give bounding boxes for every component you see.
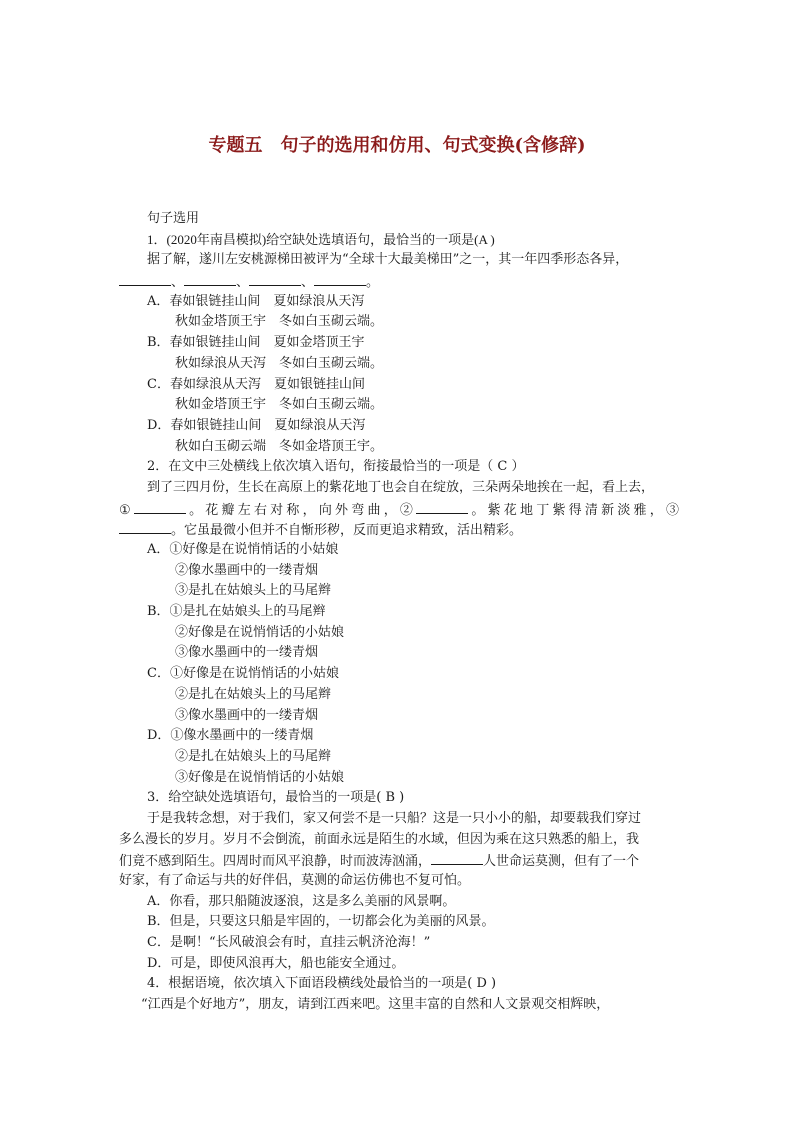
answer-blank [249, 271, 301, 286]
q2-option-a-line-2: ②像水墨画中的一缕青烟 [175, 562, 319, 578]
q2-passage-line-2: ① 。花瓣左右对称，向外弯曲，② 。紫花地丁紫得清新淡雅，③ [119, 499, 679, 520]
answer-blank [314, 271, 366, 286]
q2-passage-line-3: 。它虽最微小但并不自惭形秽，反而更追求精致，活出精彩。 [119, 519, 679, 540]
q1-option-a-line-2: 秋如金塔顶王宇 冬如白玉砌云端。 [175, 314, 384, 330]
q1-option-c-line-1: C．春如绿浪从天泻 夏如银链挂山间 [147, 376, 365, 392]
answer-blank [119, 271, 171, 286]
q4-passage-line-1: “江西是个好地方”，朋友，请到江西来吧。这里丰富的自然和人文景观交相辉映， [141, 997, 610, 1013]
q2-passage-line-1: 到了三四月份，生长在高原上的紫花地丁也会自在绽放，三朵两朵地挨在一起，看上去， [147, 479, 655, 495]
q2-option-b-line-2: ②好像是在说悄悄话的小姑娘 [175, 624, 345, 640]
answer-blank [184, 271, 236, 286]
document-body [119, 209, 679, 1016]
q3-option-a: A．你看，那只船随波逐浪，这是多么美丽的风景啊。 [147, 893, 456, 909]
q2-option-b-line-3: ③像水墨画中的一缕青烟 [175, 645, 319, 661]
answer-blank [416, 499, 468, 514]
q3-passage-line-3: 们竟不感到陌生。四周时而风平浪静，时而波涛汹涌， 人世命运莫测，但有了一个 [119, 850, 679, 871]
q1-passage-line-1: 据了解，遂川左安桃源梯田被评为“全球十大最美梯田”之一，其一年四季形态各异， [147, 252, 629, 268]
q2-option-d-line-2: ②是扎在姑娘头上的马尾辫 [175, 748, 332, 764]
answer-blank [431, 850, 483, 865]
answer-blank [119, 519, 171, 534]
q3-passage-line-2: 多么漫长的岁月。岁月不会倒流，前面永远是陌生的水域，但因为乘在这只熟悉的船上，我 [119, 831, 640, 847]
answer-blank [134, 499, 186, 514]
q1-option-d-line-1: D．春如银链挂山间 夏如绿浪从天泻 [147, 417, 366, 433]
q2-option-c-line-3: ③像水墨画中的一缕青烟 [175, 707, 319, 723]
q1-option-b-line-1: B．春如银链挂山间 夏如金塔顶王宇 [147, 335, 365, 351]
q2-option-b-line-1: B．①是扎在姑娘头上的马尾辫 [147, 604, 326, 620]
q1-option-a-line-1: A．春如银链挂山间 夏如绿浪从天泻 [147, 293, 365, 309]
q2-option-d-line-1: D．①像水墨画中的一缕青烟 [147, 728, 314, 744]
page-title: 专题五 句子的选用和仿用、句式变换(含修辞) [208, 135, 586, 156]
q3-option-c: C．是啊！“长风破浪会有时，直挂云帆济沧海！” [147, 935, 431, 951]
q1-passage-line-2: 、 、 、 。 [119, 271, 679, 292]
q3-option-d: D．可是，即使风浪再大，船也能安全通过。 [147, 955, 405, 971]
q2-option-c-line-2: ②是扎在姑娘头上的马尾辫 [175, 686, 332, 702]
q3-passage-line-4: 好家，有了命运与共的好伴侣，莫测的命运仿佛也不复可怕。 [119, 873, 471, 888]
q2-stem: 2．在文中三处横线上依次填入语句，衔接最恰当的一项是（ C ） [147, 459, 525, 475]
q1-option-b-line-2: 秋如绿浪从天泻 冬如白玉砌云端。 [175, 355, 384, 371]
q3-stem: 3．给空缺处选填语句，最恰当的一项是( B ) [147, 790, 405, 806]
q2-option-a-line-3: ③是扎在姑娘头上的马尾辫 [175, 583, 332, 599]
q1-option-d-line-2: 秋如白玉砌云端 冬如金塔顶王宇。 [175, 438, 384, 454]
q2-option-a-line-1: A．①好像是在说悄悄话的小姑娘 [147, 542, 339, 557]
q1-stem: 1．(2020年南昌模拟)给空缺处选填语句，最恰当的一项是(A ) [147, 231, 495, 247]
q3-option-b: B．但是，只要这只船是牢固的，一切都会化为美丽的风景。 [147, 914, 495, 930]
q2-option-c-line-1: C．①好像是在说悄悄话的小姑娘 [147, 666, 339, 682]
q4-stem: 4．根据语境，依次填入下面语段横线处最恰当的一项是( D ) [147, 976, 497, 992]
q2-option-d-line-3: ③好像是在说悄悄话的小姑娘 [175, 769, 345, 785]
q1-option-c-line-2: 秋如金塔顶王宇 冬如白玉砌云端。 [175, 397, 384, 413]
section-heading: 句子选用 [147, 211, 200, 226]
q3-passage-line-1: 于是我转念想，对于我们，家又何尝不是一只船？这是一只小小的船，却要载我们穿过 [147, 810, 642, 826]
